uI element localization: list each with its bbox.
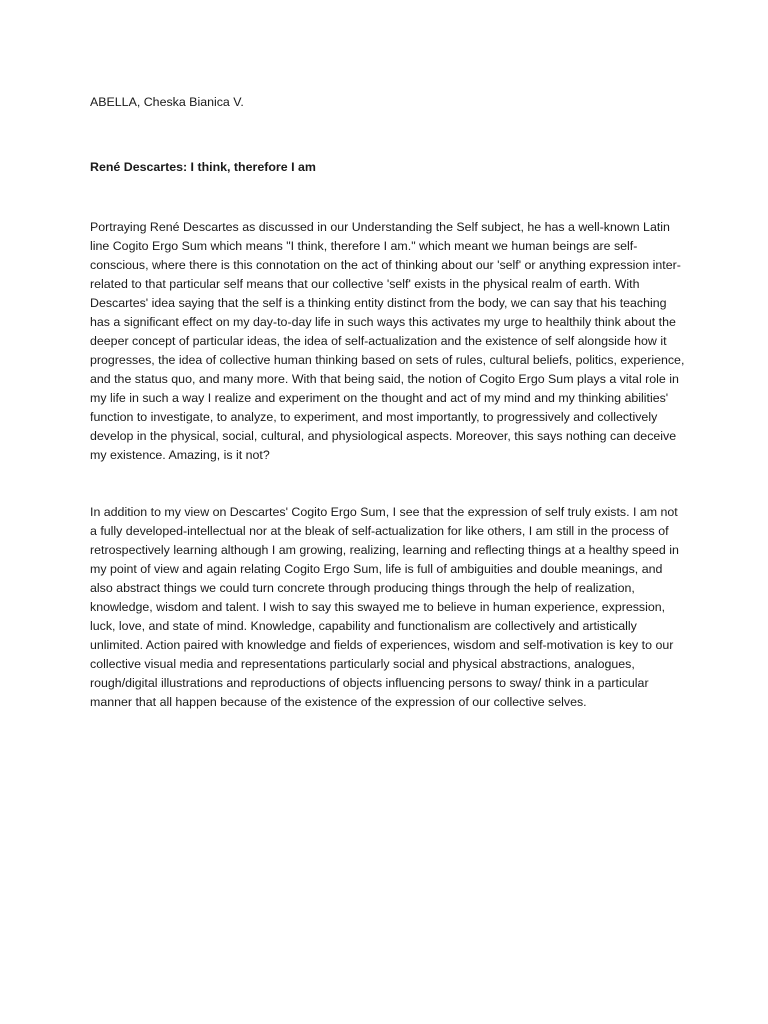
body-paragraph-1: Portraying René Descartes as discussed in our Understanding the Self subject, he has a well-known Latin line Cogito Ergo Sum which means "I think, therefore I am." which meant we human beings are self-conscious, where there is this connotation on the act of thinking about our 'self' or anything expression inter-related to that particular self means that our collective 'self' exists in the physical realm of earth. With Descartes' idea saying that the self is a thinking entity distinct from the body, we can say that his teaching has a significant effect on my day-to-day life in such ways this activates my urge to healthily think about the deeper concept of particular ideas, the idea of self-actualization and the existence of self alongside how it progresses, the idea of collective human thinking based on sets of rules, cultural beliefs, politics, experience, and the status quo, and many more. With that being said, the notion of Cogito Ergo Sum plays a vital role in my life in such a way I realize and experiment on the thought and act of my mind and my thinking abilities' function to investigate, to analyze, to experiment, and most importantly, to progressively and collectively develop in the physical, social, cultural, and physiological aspects. Moreover, this says nothing can deceive my existence. Amazing, is it not? (90, 220, 685, 462)
essay-title: René Descartes: I think, therefore I am (90, 160, 316, 174)
body-paragraph-2: In addition to my view on Descartes' Cogito Ergo Sum, I see that the expression of self truly exists. I am not a fully developed-intellectual nor at the bleak of self-actualization for like others, I am still in the process of retrospectively learning although I am growing, realizing, learning and reflecting things at a healthy speed in my point of view and again relating Cogito Ergo Sum, life is full of ambiguities and double meanings, and also abstract things we could turn concrete through producing things through the help of realization, knowledge, wisdom and talent. I wish to say this swayed me to believe in human experience, expression, luck, love, and state of mind. Knowledge, capability and functionalism are collectively and artistically unlimited. Action paired with knowledge and fields of experiences, wisdom and self-motivation is key to our collective visual media and representations particularly social and physical abstractions, analogues, rough/digital illustrations and reproductions of objects influencing persons to sway/ think in a particular manner that all happen because of the existence of the expression of our collective selves. (90, 505, 679, 709)
author-name: ABELLA, Cheska Bianica V. (90, 95, 244, 109)
